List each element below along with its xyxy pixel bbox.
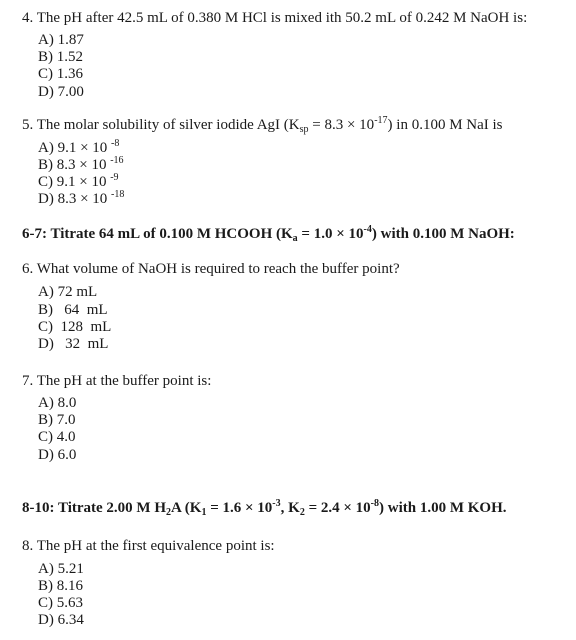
section-6-7-header: 6-7: Titrate 64 mL of 0.100 M HCOOH $(K_a = 1.0 \times 10^{-4})$ with 0.100 M NaOH: xyxy=(22,224,515,244)
question-6-option-c: C) 128 mL xyxy=(38,319,112,335)
question-7-option-d: D) 6.0 xyxy=(38,447,77,463)
question-5-option-a: A) 9.1 × 10 $^{-8}$ xyxy=(38,138,120,156)
question-6-option-b: B) 64 mL xyxy=(38,302,108,318)
question-5-option-b: B) 8.3 × 10 $^{-16}$ xyxy=(38,155,124,173)
question-5-option-c: C) 9.1 × 10 $^{-9}$ xyxy=(38,172,119,190)
question-4-stem: 4. The pH after 42.5 mL of 0.380 M HCl is mixed ith 50.2 mL of 0.242 M NaOH is: xyxy=(22,10,528,26)
question-7-option-c: C) 4.0 xyxy=(38,429,76,445)
question-7-stem: 7. The pH at the buffer point is: xyxy=(22,373,212,389)
question-8-stem: 8. The pH at the first equivalence point is: xyxy=(22,538,275,554)
question-6-stem: 6. What volume of NaOH is required to reach the buffer point? xyxy=(22,261,400,277)
question-7-option-a: A) 8.0 xyxy=(38,395,77,411)
question-4-option-c: C) 1.36 xyxy=(38,66,83,82)
question-4-option-a: A) 1.87 xyxy=(38,32,84,48)
question-6-option-a: A) 72 mL xyxy=(38,284,98,300)
question-6-option-d: D) 32 mL xyxy=(38,336,109,352)
question-7-option-b: B) 7.0 xyxy=(38,412,76,428)
question-8-option-c: C) 5.63 xyxy=(38,595,83,611)
question-4-option-d: D) 7.00 xyxy=(38,84,84,100)
question-5-option-d: D) 8.3 × 10 $^{-18}$ xyxy=(38,189,125,207)
section-8-10-header: 8-10: Titrate 2.00 M $H_2A$ ($K_1 = 1.6 \times 10^{-3}$, $K_2 = 2.4 \times 10^{-8}$) with 1.00 M KOH. xyxy=(22,498,507,518)
question-5-stem: 5. The molar solubility of silver iodide AgI $(K_{sp} = 8.3 \times 10^{-17})$ in 0.100 M NaI is xyxy=(22,115,503,135)
question-8-option-a: A) 5.21 xyxy=(38,561,84,577)
question-8-option-d: D) 6.34 xyxy=(38,612,84,628)
question-8-option-b: B) 8.16 xyxy=(38,578,83,594)
question-4-option-b: B) 1.52 xyxy=(38,49,83,65)
